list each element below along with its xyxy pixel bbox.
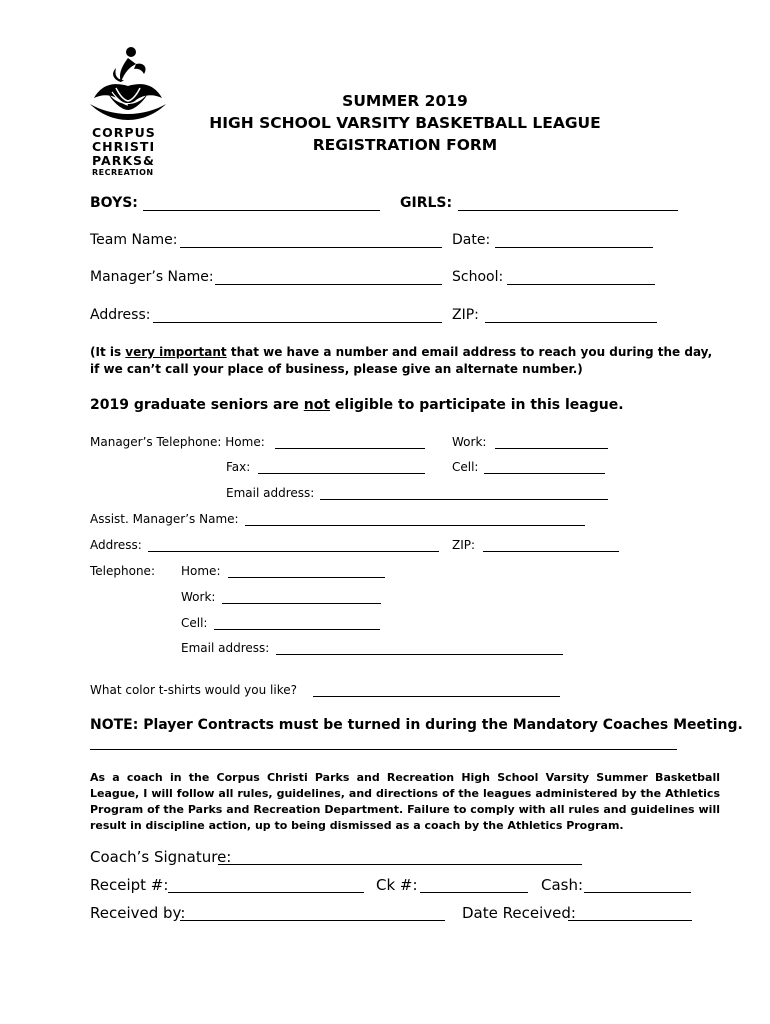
manager-email-label: Email address: xyxy=(226,486,315,500)
logo-text-parks: PARKS& xyxy=(92,153,155,168)
manager-home-phone-input-line[interactable] xyxy=(275,448,425,449)
manager-telephone-home-label: Manager’s Telephone: Home: xyxy=(90,435,265,449)
manager-work-label: Work: xyxy=(452,435,487,449)
assistant-manager-name-label: Assist. Manager’s Name: xyxy=(90,512,239,526)
eligibility-statement: 2019 graduate seniors are not eligible to participate in this league. xyxy=(90,397,624,413)
assistant-home-label: Home: xyxy=(181,564,221,578)
date-received-input-line[interactable] xyxy=(568,920,692,921)
parks-recreation-logo-icon xyxy=(88,44,168,126)
address-input-line[interactable] xyxy=(153,322,442,323)
receipt-number-input-line[interactable] xyxy=(168,892,364,893)
tshirt-color-input-line[interactable] xyxy=(313,696,560,697)
date-received-label: Date Received: xyxy=(462,904,576,922)
assistant-manager-name-input-line[interactable] xyxy=(245,525,585,526)
assistant-home-phone-input-line[interactable] xyxy=(228,577,385,578)
school-label: School: xyxy=(452,269,504,285)
zip-input-line[interactable] xyxy=(485,322,657,323)
assistant-cell-input-line[interactable] xyxy=(214,629,380,630)
tshirt-color-label: What color t-shirts would you like? xyxy=(90,683,297,697)
check-number-input-line[interactable] xyxy=(420,892,528,893)
manager-email-input-line[interactable] xyxy=(320,499,608,500)
notice-emphasis: very important xyxy=(125,345,227,359)
eligibility-emphasis: not xyxy=(303,397,331,413)
received-by-label: Received by: xyxy=(90,904,186,922)
check-number-label: Ck #: xyxy=(376,876,418,894)
assistant-zip-input-line[interactable] xyxy=(483,551,619,552)
assistant-address-label: Address: xyxy=(90,538,142,552)
team-name-label: Team Name: xyxy=(90,232,178,248)
date-label: Date: xyxy=(452,232,491,248)
logo-text-corpus: CORPUS xyxy=(92,125,156,140)
girls-input-line[interactable] xyxy=(458,210,678,211)
assistant-email-input-line[interactable] xyxy=(276,654,563,655)
boys-label: BOYS: xyxy=(90,195,138,211)
assistant-address-input-line[interactable] xyxy=(148,551,439,552)
assistant-work-phone-input-line[interactable] xyxy=(222,603,381,604)
coach-signature-input-line[interactable] xyxy=(218,864,582,865)
player-contracts-note: NOTE: Player Contracts must be turned in during the Mandatory Coaches Meeting. xyxy=(90,717,743,733)
cash-input-line[interactable] xyxy=(584,892,691,893)
cash-label: Cash: xyxy=(541,876,584,894)
boys-input-line[interactable] xyxy=(143,210,380,211)
coach-agreement-text: As a coach in the Corpus Christi Parks and Recreation High School Varsity Summer Basketball League, I will follow all rules, guidelines, and directions of the leagues administered by the Athletics Program of the Parks and Recreation Department. Failure to comply with all rules and guidelines will result in discipline action, up to being dismissed as a coach by the Athletics Program. xyxy=(90,771,720,832)
receipt-number-label: Receipt #: xyxy=(90,876,169,894)
team-name-input-line[interactable] xyxy=(180,247,442,248)
manager-cell-label: Cell: xyxy=(452,460,479,474)
date-input-line[interactable] xyxy=(495,247,653,248)
form-title-league: HIGH SCHOOL VARSITY BASKETBALL LEAGUE xyxy=(209,114,601,132)
manager-name-input-line[interactable] xyxy=(215,284,442,285)
assistant-telephone-label: Telephone: xyxy=(90,564,155,578)
manager-name-label: Manager’s Name: xyxy=(90,269,214,285)
manager-work-phone-input-line[interactable] xyxy=(495,448,608,449)
assistant-zip-label: ZIP: xyxy=(452,538,476,552)
assistant-work-label: Work: xyxy=(181,590,216,604)
zip-label: ZIP: xyxy=(452,307,479,323)
manager-cell-input-line[interactable] xyxy=(484,473,605,474)
note-separator xyxy=(90,749,677,750)
manager-fax-label: Fax: xyxy=(226,460,251,474)
form-title-season: SUMMER 2019 xyxy=(342,92,468,110)
school-input-line[interactable] xyxy=(507,284,655,285)
form-title-registration: REGISTRATION FORM xyxy=(312,136,498,154)
manager-fax-input-line[interactable] xyxy=(258,473,425,474)
assistant-cell-label: Cell: xyxy=(181,616,208,630)
address-label: Address: xyxy=(90,307,151,323)
contact-notice: (It is very important that we have a number and email address to reach you during the day, if we can’t call your place of business, please give an alternate number.) xyxy=(90,345,713,376)
assistant-email-label: Email address: xyxy=(181,641,270,655)
coach-signature-label: Coach’s Signature: xyxy=(90,848,232,866)
logo-text-recreation: RECREATION xyxy=(92,168,154,177)
received-by-input-line[interactable] xyxy=(180,920,445,921)
girls-label: GIRLS: xyxy=(400,195,453,211)
logo-text-christi: CHRISTI xyxy=(92,139,156,154)
